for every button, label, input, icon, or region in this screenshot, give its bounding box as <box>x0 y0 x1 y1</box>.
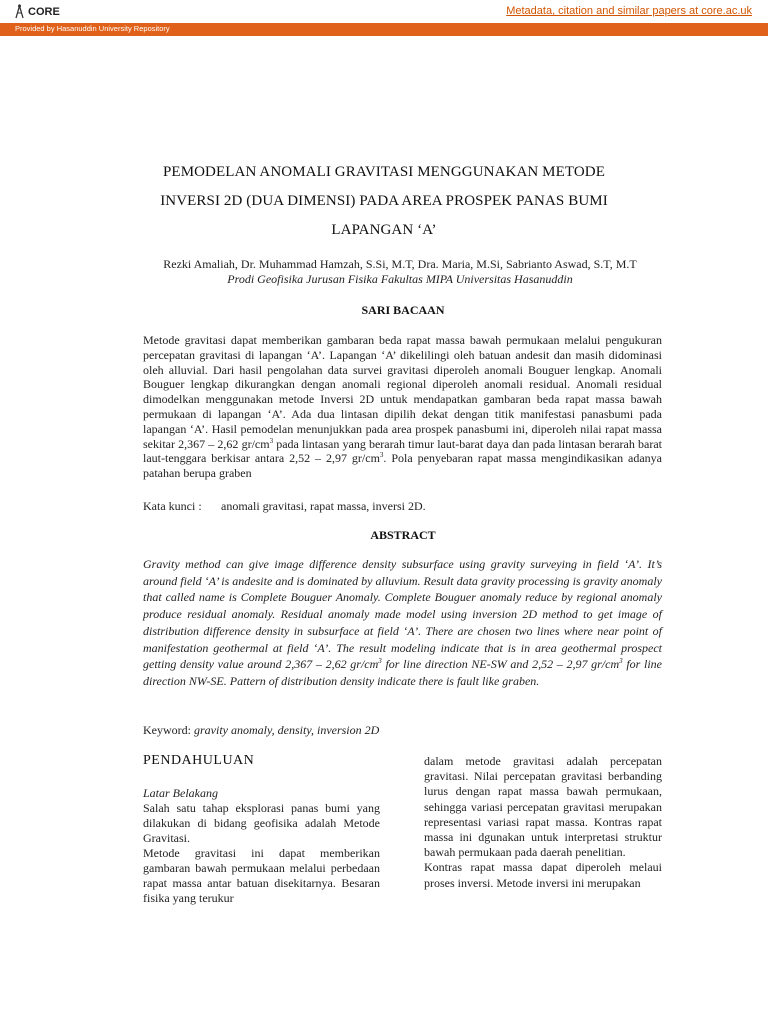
right-column <box>424 754 662 891</box>
core-header-bar <box>0 0 768 24</box>
provided-by-text[interactable]: Provided by Hasanuddin University Repository <box>15 24 170 33</box>
kata-kunci <box>143 499 662 514</box>
title-line-2: INVERSI 2D (DUA DIMENSI) PADA AREA PROSPEK PANAS BUMI <box>160 193 608 209</box>
pendahuluan-heading: PENDAHULUAN <box>143 753 255 768</box>
core-logo-icon <box>14 4 26 19</box>
keyword-label: Keyword: <box>143 723 194 737</box>
kata-kunci-value: anomali gravitasi, rapat massa, inversi 2D. <box>221 499 426 513</box>
left-paragraph-1: Salah satu tahap eksplorasi panas bumi yang dilakukan di bidang geofisika adalah Metode Gravitasi. <box>143 801 380 845</box>
kata-kunci-label: Kata kunci : <box>143 499 202 513</box>
abstract-text: Gravity method can give image difference density subsurface using gravity surveying in field ‘A’. It’s around field ‘A’ is andesite and is dominated by alluvium. Result data gravity processing is gravity anomaly that called name is Complete Bouguer Anomaly. Complete Bouguer anomaly reduce by regional anomaly produce residual anomaly. Residual anomaly made model using inversion 2D method to get image of distribution difference density in subsurface at field ‘A’. There are chosen two lines where near point of manifestation geothermal at field ‘A’. The result modeling indicate that is in area geothermal prospect getting density value around 2,367 – 2,62 $gr/cm^3$ for line direction NE-SW and 2,52 – 2,97 $gr/cm^3$ for line direction NW-SE. Pattern of distribution density indicate there is fault like graben. <box>143 557 663 688</box>
paper-title <box>120 158 648 245</box>
core-label: CORE <box>28 5 60 18</box>
right-paragraph-2: Kontras rapat massa dapat diperoleh melaui proses inversi. Metode inversi ini merupakan <box>424 860 662 890</box>
right-paragraph-1: dalam metode gravitasi adalah percepatan gravitasi. Nilai percepatan gravitasi berbanding lurus dengan rapat massa bawah permukaan, sehingga variasi percepatan gravitasi merupakan representasi variasi rapat massa. Kontras rapat massa ini dgunakan untuk interpretasi struktur bawah permukaan pada daerah penelitian. <box>424 754 662 860</box>
metadata-link[interactable]: Metadata, citation and similar papers at core.ac.uk <box>506 5 752 17</box>
latar-belakang-subheading: Latar Belakang <box>143 786 218 800</box>
title-line-1: PEMODELAN ANOMALI GRAVITASI MENGGUNAKAN METODE <box>162 164 605 180</box>
keyword-line <box>143 723 662 738</box>
affiliation: Prodi Geofisika Jurusan Fisika Fakultas MIPA Universitas Hasanuddin <box>227 272 573 286</box>
title-line-3: LAPANGAN ‘A’ <box>331 222 437 238</box>
author-list: Rezki Amaliah, Dr. Muhammad Hamzah, S.Si, M.T, Dra. Maria, M.Si, Sabrianto Aswad, S.T, M.T <box>163 257 637 271</box>
left-paragraph-2: Metode gravitasi ini dapat memberikan gambaran bawah permukaan melalui perbedaan rapat massa antar batuan disekitarnya. Besaran fisika yang terukur <box>143 846 380 905</box>
core-logo[interactable] <box>14 3 60 20</box>
abstract-heading: ABSTRACT <box>370 528 436 542</box>
sari-bacaan-text: Metode gravitasi dapat memberikan gambaran beda rapat massa bawah permukaan melalui pengukuran percepatan gravitasi di lapangan ‘A’. Lapangan ‘A’ dikelilingi oleh batuan andesit dan masih didominasi oleh alluvial. Dari hasil pengolahan data survei gravitasi diperoleh anomali Bouguer lengkap. Anomali Bouguer lengkap dikurangkan dengan anomali regional diperoleh anomali residual. Anomali residual dimodelkan menggunakan metode Inversi 2D untuk mendapatkan gambaran beda rapat massa bawah permukaan di lapangan ‘A’. Ada dua lintasan dipilih dekat dengan titik manifestasi panasbumi pada lapangan ‘A’. Hasil pemodelan menunjukkan pada area prospek panasbumi ini, diperoleh nilai rapat massa sekitar 2,367 – 2,62 $gr/cm^3$ pada lintasan yang berarah timur laut-barat daya dan pada lintasan berarah barat laut-tenggara berkisar antara 2,52 – 2,97 $gr/cm^3$. Pola penyebaran rapat massa mengindikasikan adanya patahan berupa graben <box>143 333 662 481</box>
sari-bacaan-heading: SARI BACAAN <box>361 303 445 317</box>
keyword-value: gravity anomaly, density, inversion 2D <box>194 723 380 737</box>
provided-by-bar <box>0 23 768 36</box>
left-column <box>143 786 380 906</box>
